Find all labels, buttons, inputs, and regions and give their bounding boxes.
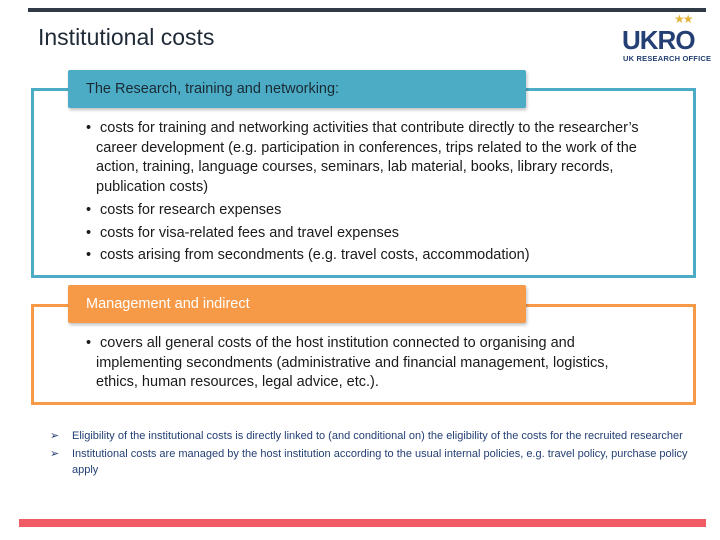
logo-wordmark: UKRO (622, 25, 695, 55)
list-item (86, 224, 646, 244)
bullet-icon: • (86, 335, 92, 351)
list-item (86, 201, 646, 221)
bullet-icon: • (86, 224, 92, 241)
arrow-icon: ➢ (50, 430, 60, 442)
research-bullet-list (86, 119, 646, 269)
note-item (50, 428, 690, 445)
footer-bar (19, 519, 706, 527)
bullet-text: covers all general costs of the host institution connected to organising and implementing secondments (administrative and financial management, logistics, ethics, human resources, legal advice, etc.). (96, 335, 609, 390)
bullet-icon: • (86, 247, 92, 263)
star-icon: ★★ (674, 12, 692, 26)
slide-title: Institutional costs (38, 24, 215, 50)
list-item (86, 119, 646, 197)
note-text: Institutional costs are managed by the host institution according to the usual internal policies, e.g. travel policy, purchase policy apply (72, 447, 688, 476)
management-section-heading: Management and indirect (68, 285, 526, 323)
arrow-icon: ➢ (50, 447, 60, 460)
note-item (50, 446, 690, 479)
management-bullet-list (86, 334, 646, 396)
bullet-text: costs arising from secondments (e.g. travel costs, accommodation) (100, 247, 530, 263)
bullet-text: costs for research expenses (100, 202, 282, 218)
ukro-logo (618, 12, 710, 64)
bullet-text: costs for visa-related fees and travel expenses (100, 224, 400, 241)
bullet-icon: • (86, 120, 92, 136)
note-text: Eligibility of the institutional costs is directly linked to (and conditional on) the eligibility of the costs for the recruited researcher (72, 430, 683, 442)
bullet-icon: • (86, 202, 92, 218)
list-item (86, 246, 646, 266)
notes-list (50, 428, 690, 480)
bullet-text: costs for training and networking activities that contribute directly to the researcher’s career development (e.g. participation in conferences, trips related to the work of the action, training, language courses, seminars, lab material, books, library records, publication costs) (96, 120, 639, 195)
top-rule (28, 8, 706, 12)
list-item (86, 334, 646, 393)
logo-subtitle: UK RESEARCH OFFICE (623, 54, 712, 63)
research-section-heading: The Research, training and networking: (68, 70, 526, 108)
